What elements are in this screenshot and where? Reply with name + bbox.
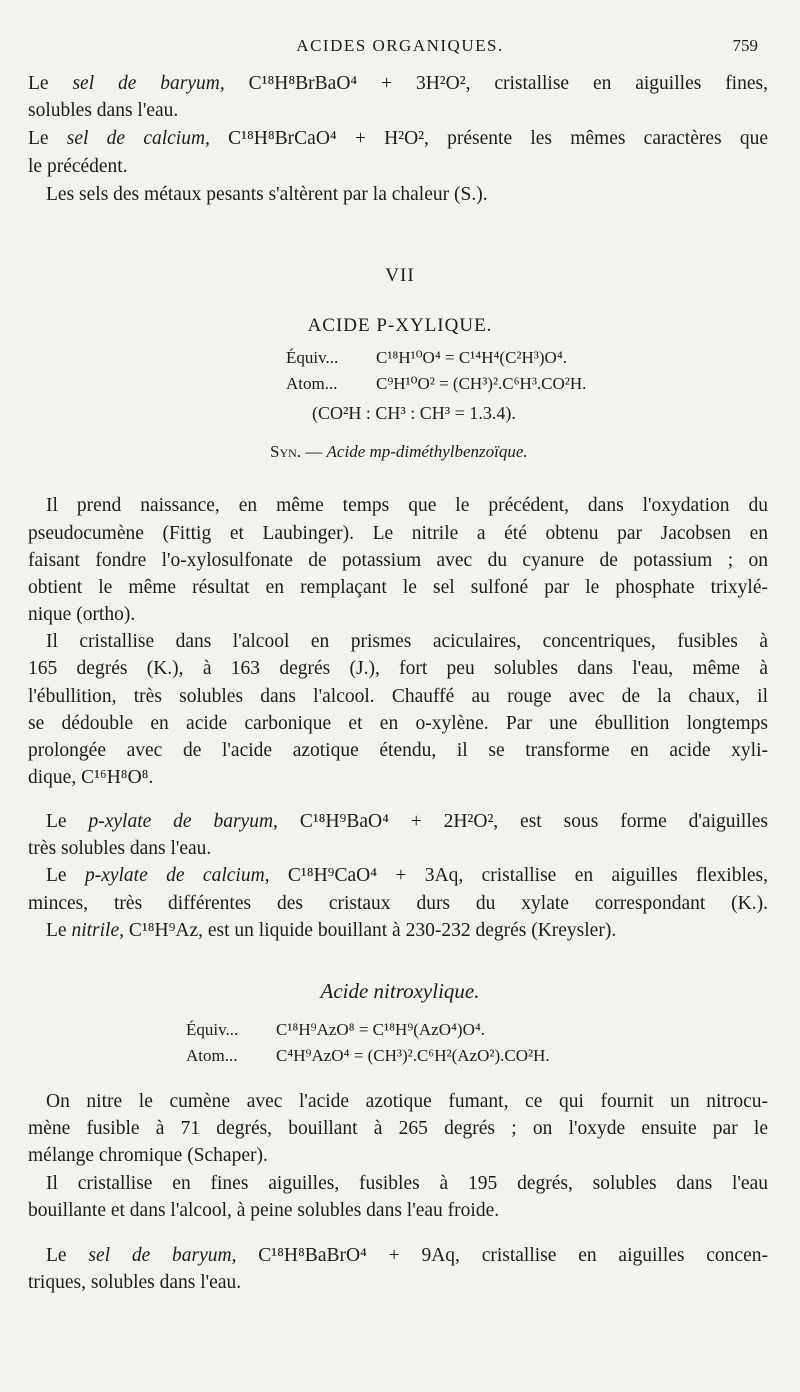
atom-formula-row: Atom... C⁴H⁹AzO⁴ = (CH³)².C⁶H²(AzO²).CO²H.: [186, 1046, 550, 1065]
text-line: l'ébullition, très solubles dans l'alcool. Chauffé au rouge avec de la chaux, il: [28, 686, 768, 707]
text-line: prolongée avec de l'acide azotique étendu, il se transforme en acide xyli-: [28, 740, 768, 761]
text-line: Le sel de baryum, C¹⁸H⁸BrBaO⁴ + 3H²O², cristallise en aiguilles fines,: [28, 73, 768, 94]
text-line: minces, très différentes des cristaux durs du xylate correspondant (K.).: [28, 893, 768, 914]
text-line: Il cristallise en fines aiguilles, fusibles à 195 degrés, solubles dans l'eau: [46, 1173, 768, 1194]
text-line: triques, solubles dans l'eau.: [28, 1272, 242, 1293]
text-line: nique (ortho).: [28, 604, 136, 625]
page-number: 759: [732, 36, 758, 55]
synonym: Syn. — Acide mp-diméthylbenzoïque.: [270, 442, 528, 461]
text-line: se dédouble en acide carbonique et en o-xylène. Par une ébullition longtemps: [28, 713, 768, 734]
running-title: ACIDES ORGANIQUES.: [296, 36, 504, 55]
text-line: obtient le même résultat en remplaçant le sel sulfoné par le phosphate trixylé-: [28, 577, 768, 598]
text-line: Le sel de baryum, C¹⁸H⁸BaBrO⁴ + 9Aq, cristallise en aiguilles concen-: [46, 1245, 768, 1266]
text-line: mène fusible à 71 degrés, bouillant à 265 degrés ; on l'oxyde ensuite par le: [28, 1118, 768, 1139]
text-line: Il prend naissance, en même temps que le précédent, dans l'oxydation du: [46, 495, 768, 516]
text-line: Les sels des métaux pesants s'altèrent par la chaleur (S.).: [46, 184, 488, 205]
text-line: pseudocumène (Fittig et Laubinger). Le nitrile a été obtenu par Jacobsen en: [28, 523, 768, 544]
text-line: le précédent.: [28, 156, 128, 177]
text-line: Le p-xylate de calcium, C¹⁸H⁹CaO⁴ + 3Aq, cristallise en aiguilles flexibles,: [46, 865, 768, 886]
running-header: [0, 36, 800, 60]
subsection-title: Acide nitroxylique.: [320, 979, 480, 1003]
text-line: Il cristallise dans l'alcool en prismes aciculaires, concentriques, fusibles à: [46, 631, 768, 652]
text-line: 165 degrés (K.), à 163 degrés (J.), fort peu solubles dans l'eau, même à: [28, 658, 768, 679]
text-line: Le sel de calcium, C¹⁸H⁸BrCaO⁴ + H²O², présente les mêmes caractères que: [28, 128, 768, 149]
text-line: solubles dans l'eau.: [28, 100, 179, 121]
text-line: mélange chromique (Schaper).: [28, 1145, 268, 1166]
atom-formula-row: Atom... C⁹H¹⁰O² = (CH³)².C⁶H³.CO²H.: [286, 374, 587, 393]
text-line: dique, C¹⁶H⁸O⁸.: [28, 767, 154, 788]
positions-formula: (CO²H : CH³ : CH³ = 1.3.4).: [312, 403, 516, 423]
text-line: faisant fondre l'o-xylosulfonate de potassium avec du cyanure de potassium ; on: [28, 550, 768, 571]
equiv-formula-row: Équiv... C¹⁸H⁹AzO⁸ = C¹⁸H⁹(AzO⁴)O⁴.: [186, 1020, 486, 1039]
text-line: Le nitrile, C¹⁸H⁹Az, est un liquide bouillant à 230-232 degrés (Kreysler).: [46, 920, 617, 941]
section-number: VII: [385, 265, 415, 286]
equiv-formula-row: Équiv... C¹⁸H¹⁰O⁴ = C¹⁴H⁴(C²H³)O⁴.: [286, 348, 567, 367]
text-line: Le p-xylate de baryum, C¹⁸H⁹BaO⁴ + 2H²O², est sous forme d'aiguilles: [46, 811, 768, 832]
text-line: On nitre le cumène avec l'acide azotique fumant, ce qui fournit un nitrocu-: [46, 1091, 768, 1112]
section-title: ACIDE P-XYLIQUE.: [307, 315, 493, 336]
text-line: très solubles dans l'eau.: [28, 838, 212, 859]
text-line: bouillante et dans l'alcool, à peine solubles dans l'eau froide.: [28, 1200, 500, 1221]
